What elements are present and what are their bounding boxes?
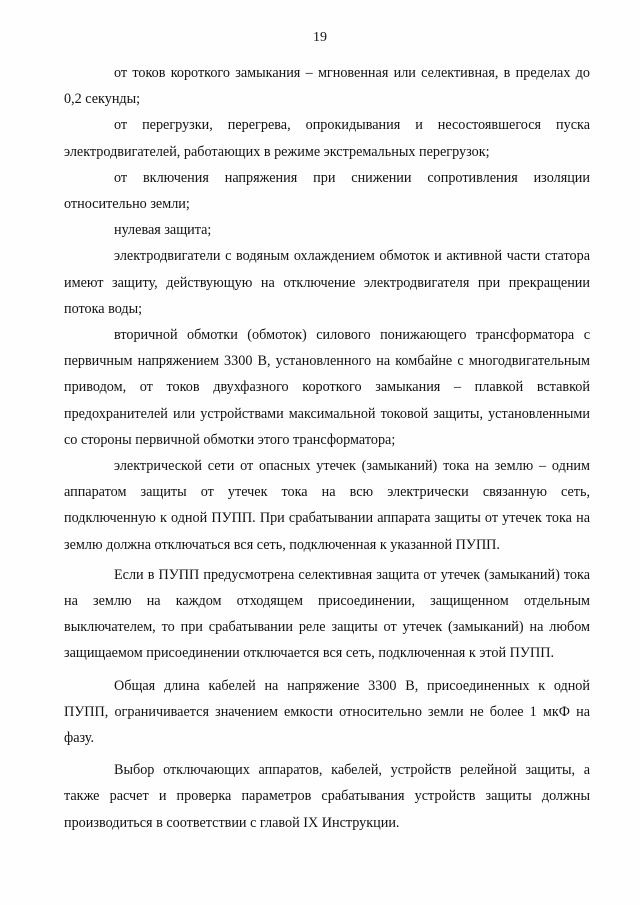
- paragraph: от включения напряжения при снижении сопротивления изоляции относительно земли;: [64, 169, 590, 213]
- paragraph: Выбор отключающих аппаратов, кабелей, устройств релейной защиты, а также расчет и проверка параметров срабатывания устройств защиты должны производиться в соответствии с главой IX Инструкции.: [64, 762, 590, 831]
- paragraph: от перегрузки, перегрева, опрокидывания и несостоявшегося пуска электродвигателей, работающих в режиме экстремальных перегрузок;: [64, 117, 590, 160]
- page-number: 19: [313, 30, 327, 45]
- paragraph: от токов короткого замыкания – мгновенная или селективная, в пределах до 0,2 секунды;: [64, 65, 590, 108]
- paragraph: Общая длина кабелей на напряжение 3300 В, присоединенных к одной ПУПП, ограничивается значением емкости относительно земли не более 1 мкФ на фазу.: [64, 677, 590, 747]
- document-body: [64, 60, 590, 836]
- paragraph: нулевая защита;: [114, 222, 212, 239]
- paragraph: вторичной обмотки (обмоток) силового понижающего трансформатора с первичным напряжением 3300 В, установленного на комбайне с многодвигательным приводом, от токов двухфазного короткого замыкания – плавкой вставкой предохранителей или устройствами максимальной токовой защиты, установленными со стороны первичной обмотки этого трансформатора;: [64, 327, 590, 448]
- paragraph: электрической сети от опасных утечек (замыканий) тока на землю – одним аппаратом защиты от утечек тока на всю электрически связанную сеть, подключенную к одной ПУПП. При срабатывании аппарата защиты от утечек тока на землю должна отключаться вся сеть, подключенная к указанной ПУПП.: [64, 458, 590, 553]
- paragraph: электродвигатели с водяным охлаждением обмоток и активной части статора имеют защиту, действующую на отключение электродвигателя при прекращении потока воды;: [64, 248, 590, 317]
- paragraph: Если в ПУПП предусмотрена селективная защита от утечек (замыканий) тока на землю на каждом отходящем присоединении, защищенном отдельным выключателем, то при срабатывании реле защиты от утечек (замыканий) на любом защищаемом присоединении отключается вся сеть, подключенная к этой ПУПП.: [64, 566, 590, 662]
